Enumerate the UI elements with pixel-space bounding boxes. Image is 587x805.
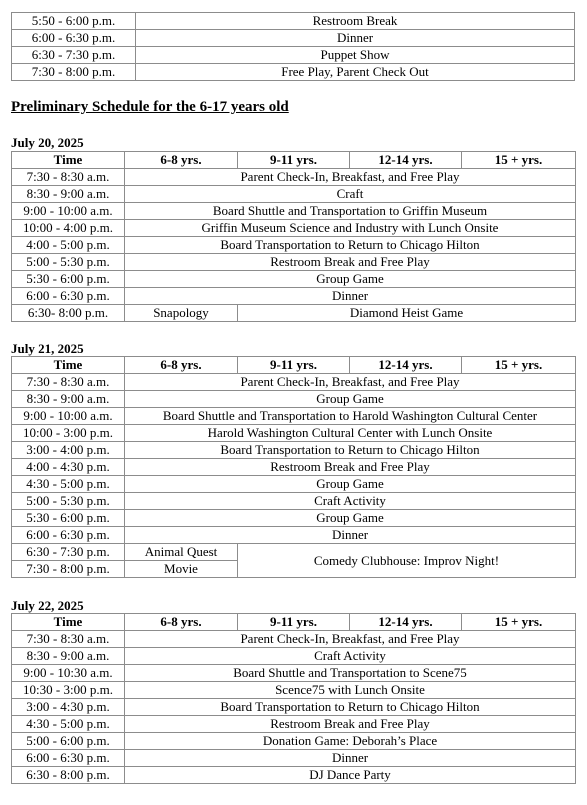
time-cell: 7:30 - 8:00 p.m. xyxy=(12,64,136,81)
time-cell: 7:30 - 8:00 p.m. xyxy=(12,561,125,578)
day1-date: July 20, 2025 xyxy=(11,135,84,150)
activity-cell: Group Game xyxy=(125,510,576,527)
activity-cell: Donation Game: Deborah’s Place xyxy=(125,733,576,750)
older-activity-cell: Diamond Heist Game xyxy=(238,305,576,322)
age-12-14-header: 12-14 yrs. xyxy=(350,357,462,374)
activity-cell: Restroom Break xyxy=(136,13,575,30)
table-row xyxy=(12,203,576,220)
young-activity-cell: Snapology xyxy=(125,305,238,322)
time-cell: 6:30- 8:00 p.m. xyxy=(12,305,125,322)
time-cell: 5:00 - 5:30 p.m. xyxy=(12,493,125,510)
time-cell: 9:00 - 10:00 a.m. xyxy=(12,408,125,425)
table-row xyxy=(12,425,576,442)
activity-cell: Group Game xyxy=(125,391,576,408)
time-cell: 5:00 - 5:30 p.m. xyxy=(12,254,125,271)
time-cell: 7:30 - 8:30 a.m. xyxy=(12,374,125,391)
table-row xyxy=(12,442,576,459)
activity-cell: Dinner xyxy=(136,30,575,47)
activity-cell: Parent Check-In, Breakfast, and Free Play xyxy=(125,374,576,391)
time-cell: 8:30 - 9:00 a.m. xyxy=(12,186,125,203)
activity-cell: Group Game xyxy=(125,271,576,288)
time-cell: 5:50 - 6:00 p.m. xyxy=(12,13,136,30)
time-cell: 6:30 - 7:30 p.m. xyxy=(12,544,125,561)
table-row xyxy=(12,408,576,425)
young-activity-cell: Animal Quest xyxy=(125,544,238,561)
table-row xyxy=(12,716,576,733)
day3-date: July 22, 2025 xyxy=(11,598,84,613)
table-row xyxy=(12,391,576,408)
time-cell: 9:00 - 10:30 a.m. xyxy=(12,665,125,682)
header-row xyxy=(12,152,576,169)
schedule-heading: Preliminary Schedule for the 6-17 years old xyxy=(11,99,289,115)
table-row xyxy=(12,288,576,305)
activity-cell: Board Shuttle and Transportation to Harold Washington Cultural Center xyxy=(125,408,576,425)
activity-cell: Puppet Show xyxy=(136,47,575,64)
time-cell: 7:30 - 8:30 a.m. xyxy=(12,631,125,648)
table-row xyxy=(12,254,576,271)
time-cell: 10:30 - 3:00 p.m. xyxy=(12,682,125,699)
time-cell: 4:00 - 5:00 p.m. xyxy=(12,237,125,254)
time-cell: 6:30 - 8:00 p.m. xyxy=(12,767,125,784)
time-cell: 6:00 - 6:30 p.m. xyxy=(12,30,136,47)
activity-cell: Griffin Museum Science and Industry with Lunch Onsite xyxy=(125,220,576,237)
activity-cell: Restroom Break and Free Play xyxy=(125,459,576,476)
activity-cell: Board Transportation to Return to Chicago Hilton xyxy=(125,699,576,716)
time-cell: 6:00 - 6:30 p.m. xyxy=(12,527,125,544)
time-cell: 5:00 - 6:00 p.m. xyxy=(12,733,125,750)
age-6-8-header: 6-8 yrs. xyxy=(125,614,238,631)
time-cell: 5:30 - 6:00 p.m. xyxy=(12,510,125,527)
activity-cell: Dinner xyxy=(125,288,576,305)
table-row xyxy=(12,13,575,30)
time-cell: 8:30 - 9:00 a.m. xyxy=(12,648,125,665)
activity-cell: Dinner xyxy=(125,527,576,544)
activity-cell: Craft xyxy=(125,186,576,203)
header-row xyxy=(12,357,576,374)
activity-cell: Harold Washington Cultural Center with Lunch Onsite xyxy=(125,425,576,442)
time-cell: 4:00 - 4:30 p.m. xyxy=(12,459,125,476)
top-schedule-table xyxy=(11,12,575,81)
time-header: Time xyxy=(12,152,125,169)
activity-cell: Craft Activity xyxy=(125,648,576,665)
age-9-11-header: 9-11 yrs. xyxy=(238,152,350,169)
table-row xyxy=(12,374,576,391)
activity-cell: DJ Dance Party xyxy=(125,767,576,784)
time-cell: 6:00 - 6:30 p.m. xyxy=(12,750,125,767)
table-row xyxy=(12,767,576,784)
age-12-14-header: 12-14 yrs. xyxy=(350,614,462,631)
activity-cell: Restroom Break and Free Play xyxy=(125,716,576,733)
table-row xyxy=(12,186,576,203)
time-cell: 4:30 - 5:00 p.m. xyxy=(12,716,125,733)
age-15-plus-header: 15 + yrs. xyxy=(462,152,576,169)
table-row xyxy=(12,30,575,47)
age-6-8-header: 6-8 yrs. xyxy=(125,152,238,169)
table-row xyxy=(12,510,576,527)
age-12-14-header: 12-14 yrs. xyxy=(350,152,462,169)
time-cell: 9:00 - 10:00 a.m. xyxy=(12,203,125,220)
table-row xyxy=(12,220,576,237)
day3-schedule-table xyxy=(11,613,576,784)
time-header: Time xyxy=(12,357,125,374)
header-row xyxy=(12,614,576,631)
table-row xyxy=(12,648,576,665)
young-activity-cell: Movie xyxy=(125,561,238,578)
table-row xyxy=(12,699,576,716)
activity-cell: Parent Check-In, Breakfast, and Free Play xyxy=(125,631,576,648)
table-row xyxy=(12,527,576,544)
table-row xyxy=(12,476,576,493)
time-cell: 3:00 - 4:30 p.m. xyxy=(12,699,125,716)
activity-cell: Board Shuttle and Transportation to Scene75 xyxy=(125,665,576,682)
table-row xyxy=(12,733,576,750)
activity-cell: Group Game xyxy=(125,476,576,493)
activity-cell: Restroom Break and Free Play xyxy=(125,254,576,271)
time-header: Time xyxy=(12,614,125,631)
age-15-plus-header: 15 + yrs. xyxy=(462,357,576,374)
table-row xyxy=(12,544,576,561)
time-cell: 3:00 - 4:00 p.m. xyxy=(12,442,125,459)
older-activity-cell: Comedy Clubhouse: Improv Night! xyxy=(238,544,576,578)
table-row xyxy=(12,665,576,682)
table-row xyxy=(12,64,575,81)
table-row xyxy=(12,631,576,648)
activity-cell: Board Shuttle and Transportation to Griffin Museum xyxy=(125,203,576,220)
time-cell: 10:00 - 4:00 p.m. xyxy=(12,220,125,237)
activity-cell: Free Play, Parent Check Out xyxy=(136,64,575,81)
table-row xyxy=(12,305,576,322)
day2-date: July 21, 2025 xyxy=(11,341,84,356)
time-cell: 6:30 - 7:30 p.m. xyxy=(12,47,136,64)
day2-schedule-table xyxy=(11,356,576,578)
table-row xyxy=(12,271,576,288)
time-cell: 8:30 - 9:00 a.m. xyxy=(12,391,125,408)
age-6-8-header: 6-8 yrs. xyxy=(125,357,238,374)
age-9-11-header: 9-11 yrs. xyxy=(238,614,350,631)
time-cell: 5:30 - 6:00 p.m. xyxy=(12,271,125,288)
activity-cell: Scence75 with Lunch Onsite xyxy=(125,682,576,699)
time-cell: 10:00 - 3:00 p.m. xyxy=(12,425,125,442)
time-cell: 7:30 - 8:30 a.m. xyxy=(12,169,125,186)
age-9-11-header: 9-11 yrs. xyxy=(238,357,350,374)
activity-cell: Dinner xyxy=(125,750,576,767)
time-cell: 6:00 - 6:30 p.m. xyxy=(12,288,125,305)
table-row xyxy=(12,237,576,254)
table-row xyxy=(12,47,575,64)
table-row xyxy=(12,682,576,699)
table-row xyxy=(12,169,576,186)
day1-schedule-table xyxy=(11,151,576,322)
table-row xyxy=(12,459,576,476)
age-15-plus-header: 15 + yrs. xyxy=(462,614,576,631)
activity-cell: Board Transportation to Return to Chicago Hilton xyxy=(125,442,576,459)
activity-cell: Craft Activity xyxy=(125,493,576,510)
activity-cell: Board Transportation to Return to Chicago Hilton xyxy=(125,237,576,254)
time-cell: 4:30 - 5:00 p.m. xyxy=(12,476,125,493)
table-row xyxy=(12,750,576,767)
activity-cell: Parent Check-In, Breakfast, and Free Play xyxy=(125,169,576,186)
table-row xyxy=(12,493,576,510)
